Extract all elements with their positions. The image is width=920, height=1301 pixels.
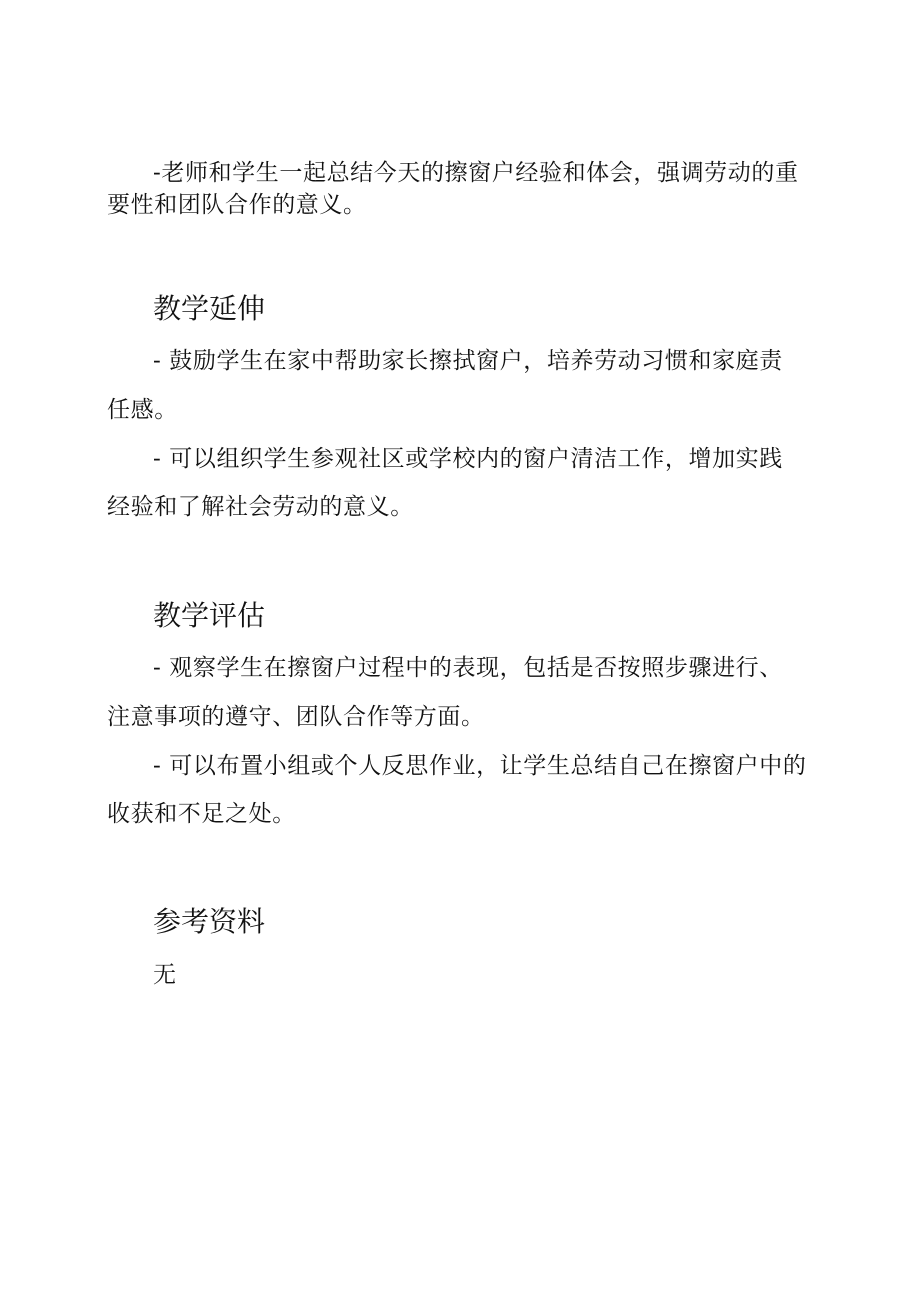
evaluation-item-2-line-1: - 可以布置小组或个人反思作业，让学生总结自己在擦窗户中的 <box>153 753 807 779</box>
summary-line-1: -老师和学生一起总结今天的擦窗户经验和体会，强调劳动的重 <box>153 160 799 186</box>
extension-item-1-line-2: 任感。 <box>107 397 178 423</box>
extension-item-2-line-2: 经验和了解社会劳动的意义。 <box>107 494 414 520</box>
evaluation-item-1-line-2: 注意事项的遵守、团队合作等方面。 <box>107 704 485 730</box>
references-content: 无 <box>153 962 177 988</box>
section-heading-extension: 教学延伸 <box>153 292 266 325</box>
extension-item-1-line-1: - 鼓励学生在家中帮助家长擦拭窗户，培养劳动习惯和家庭责 <box>153 348 783 374</box>
extension-item-2-line-1: - 可以组织学生参观社区或学校内的窗户清洁工作，增加实践 <box>153 446 783 472</box>
evaluation-item-2-line-2: 收获和不足之处。 <box>107 801 296 827</box>
section-heading-evaluation: 教学评估 <box>153 599 266 632</box>
evaluation-item-1-line-1: - 观察学生在擦窗户过程中的表现，包括是否按照步骤进行、 <box>153 655 783 681</box>
summary-line-2: 要性和团队合作的意义。 <box>107 192 367 218</box>
section-heading-references: 参考资料 <box>153 905 266 938</box>
